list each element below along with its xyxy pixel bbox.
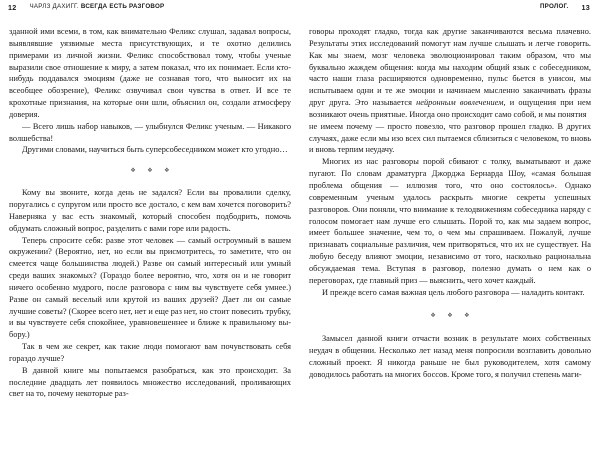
paragraph: Так в чем же секрет, как такие люди помогают вам почувствовать себя гораздо лучше?	[9, 342, 291, 363]
paragraph: не имеем почему — просто повезло, что разговор прошел гладко. В других случаях, даже если мы изо всех сил пытаемся сблизиться с человеком, то вновь и вновь терпим неудачу.	[309, 121, 591, 155]
page-number-left: 12	[8, 3, 17, 12]
running-head-author: ЧАРЛЗ ДАХИГГ.	[29, 3, 79, 10]
running-head-book-title: ВСЕГДА ЕСТЬ РАЗГОВОР	[80, 3, 165, 10]
column-left	[0, 26, 300, 452]
column-right	[300, 26, 600, 452]
paragraph: В данной книге мы попытаемся разобраться, как это происходит. За последние двадцать лет появилось множество исследований, проливающих свет на то, почему некоторые раз-	[9, 365, 291, 399]
running-head-chapter: ПРОЛОГ.	[539, 3, 569, 10]
page-columns	[0, 16, 600, 452]
section-divider-ornament: ❖ ❖ ❖	[430, 313, 475, 320]
paragraph: Многих из нас разговоры порой сбивают с толку, выматывают и даже пугают. По словам драматурга Джорджа Бернарда Шоу, «самая большая проблема общения — иллюзия того, что оно состоялось». Однако современным ученым удалось раскрыть многие секреты успешных разговоров. Они поняли, что внимание к телодвижениям собеседника наряду с голосом помогает нам лучше его слышать. Порой то, как мы задаем вопрос, имеет большее значение, чем то, о чем мы спрашиваем. Пожалуй, лучше признавать социальные различия, чем притворяться, что их не существует. На любую беседу влияют эмоции, независимо от того, насколько рациональна обсуждаемая тема. Вступая в разговор, полезно думать о нем как о переговорах, где главный приз — выяснить, чего хочет каждый.	[309, 157, 591, 285]
paragraph-text: говоры проходят гладко, тогда как другие заканчиваются весьма плачевно. Результаты этих исследований помогут нам лучше слышать и легче говорить. Как мы знаем, мозг человека эволюционировал таким образом, что мы буквально жаждем общения: когда мы находим общий язык с собеседником, часто наши глаза расширяются одновременно, пульс бьется в унисон, мы испытываем одни и те же эмоции и начинаем мысленно заканчивать фразы друг друга. Это называется	[309, 27, 591, 108]
paragraph-text-tail: , и ощущения при нем возникают очень приятные. Иногда оно происходит само собой, и мы понятия	[309, 98, 591, 119]
running-head-right	[300, 0, 600, 16]
italic-term: нейронным вовлечением	[416, 98, 504, 108]
paragraph: Замысел данной книги отчасти возник в результате моих собственных неудач в общении. Несколько лет назад меня попросили возглавить довольно сложный проект. Я никогда раньше не был руководителем, хотя самому доводилось работать на многих боссов. Кроме того, я получил степень маги-	[309, 334, 591, 379]
paragraph: зданной ими всеми, в том, как внимательно Феликс слушал, задавал вопросы, выявлявшие уязвимые места присутствующих, и те охотно делились примерами из личной жизни. Феликс способствовал тому, чтобы ученые выразили свое отношение к миру, а затем показал, что их понимает. Если кто-нибудь поддавался эмоциям (даже не сознавая того, что выносит их на всеобщее обозрение), Феликс озвучивал свои чувства в ответ. И все те крохотные признания, на которые они шли, объяснил он, создали атмосферу доверия.	[9, 27, 291, 119]
paragraph: И прежде всего самая важная цель любого разговора — наладить контакт.	[322, 287, 585, 297]
running-head-left	[0, 0, 300, 16]
paragraph: — Всего лишь набор навыков, — улыбнулся Феликс ученым. — Никакого волшебства!	[9, 121, 291, 143]
paragraph: Кому вы звоните, когда день не задался? Если вы провалили сделку, поругались с супругом или просто все достало, с кем вам хочется поговорить? Наверняка у вас есть знакомый, который способен подбодрить, помочь обдумать сложный вопрос, разделить с вами горе или радость.	[9, 188, 291, 233]
section-divider-ornament: ❖ ❖ ❖	[130, 168, 175, 175]
paragraph	[309, 26, 591, 121]
page-number-right: 13	[581, 3, 590, 12]
running-heads	[0, 0, 600, 16]
paragraph: Другими словами, научиться быть суперсобеседником может кто угодно…	[22, 145, 288, 155]
paragraph: Теперь спросите себя: разве этот человек — самый остроумный в вашем окружении? (Вероятно, нет, но если вы присмотритесь, то заметите, что он смеется чаще большинства людей.) Разве он самый интересный или умный среди ваших знакомых? (Гораздо более вероятно, что, хотя он и не говорит ничего особенно мудрого, после разговора с ним вы чувствуете себя умнее.) Разве он самый веселый или крутой из ваших друзей? Дает ли он самые лучшие советы? (Скорее всего нет, нет и еще раз нет, но стоит повесить трубку, и вы чувствуете себя спокойнее, уравновешеннее и ближе к правильному выбору.)	[9, 235, 291, 340]
